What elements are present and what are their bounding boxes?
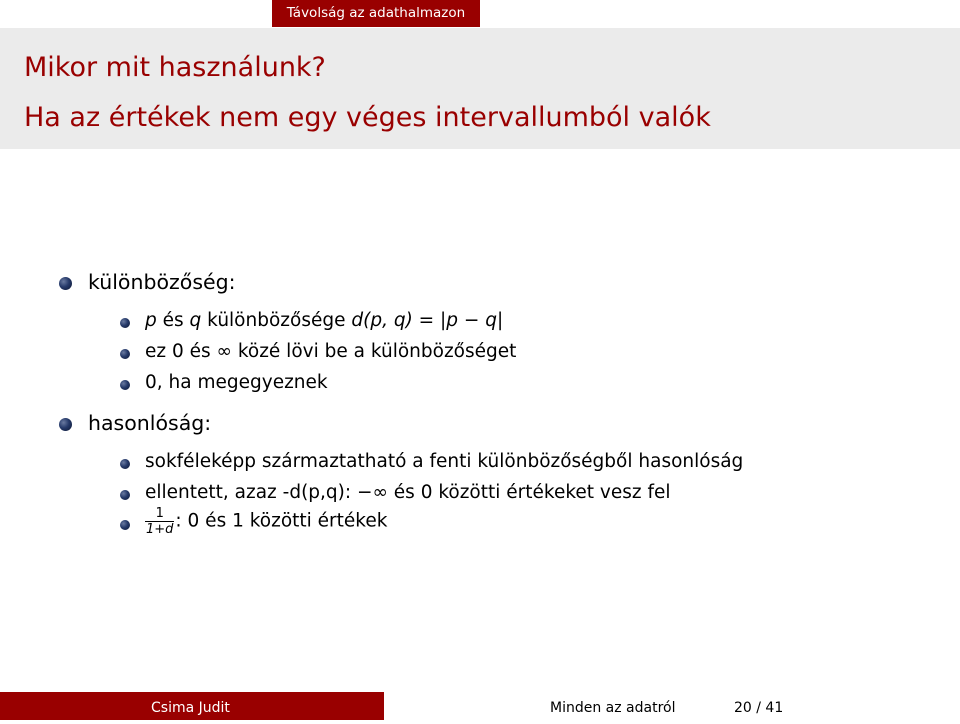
footer-author-box	[0, 692, 384, 720]
list-item-similarity-fraction	[145, 506, 387, 537]
fraction-numerator: 1	[145, 506, 174, 522]
footer-title-box	[384, 692, 960, 720]
bullet-icon	[120, 318, 130, 328]
fraction-text: : 0 és 1 közötti értékek	[175, 510, 388, 532]
text-and: és	[156, 310, 190, 331]
variable-p: p	[145, 310, 157, 331]
definition-text: különbözősége	[201, 310, 352, 331]
list-item-difference-zero: 0, ha megegyeznek	[145, 372, 328, 393]
bullet-icon	[120, 520, 130, 530]
minus-infinity-symbol: −∞	[356, 482, 388, 503]
distance-formula: d(p, q) = |p − q|	[351, 310, 504, 331]
range-text-post: közé lövi be a különbözőséget	[231, 341, 517, 362]
list-item-difference: különbözőség:	[88, 270, 236, 294]
footer	[0, 692, 960, 720]
list-item-similarity: hasonlóság:	[88, 411, 212, 435]
list-item-difference-range	[145, 341, 516, 362]
bullet-icon	[59, 277, 72, 290]
footer-short-title: Minden az adatról	[550, 700, 676, 716]
variable-q: q	[189, 310, 202, 331]
bullet-icon	[120, 380, 130, 390]
negation-text-post: és 0 közötti értékeket vesz fel	[387, 482, 671, 503]
bullet-icon	[120, 490, 130, 500]
footer-author: Csima Judit	[151, 700, 230, 716]
infinity-symbol: ∞	[216, 341, 232, 362]
fraction-denominator: 1+d	[146, 522, 174, 537]
frame-subtitle: Ha az értékek nem egy véges intervallumból valók	[24, 102, 711, 133]
negation-text-pre: ellentett, azaz -d(p,q):	[145, 482, 357, 503]
header-bar	[0, 0, 960, 28]
section-title: Távolság az adathalmazon	[272, 0, 480, 27]
bullet-icon	[120, 459, 130, 469]
bullet-icon	[59, 418, 72, 431]
list-item-similarity-derivation: sokféleképp származtatható a fenti különbözőségből hasonlóság	[145, 451, 744, 472]
fraction	[145, 506, 174, 537]
frame-title: Mikor mit használunk?	[24, 52, 326, 83]
range-text-pre: ez 0 és	[145, 341, 217, 362]
list-item-similarity-negation	[145, 482, 671, 503]
page-number: 20 / 41	[734, 700, 784, 716]
bullet-icon	[120, 349, 130, 359]
list-item-difference-definition	[145, 310, 503, 331]
